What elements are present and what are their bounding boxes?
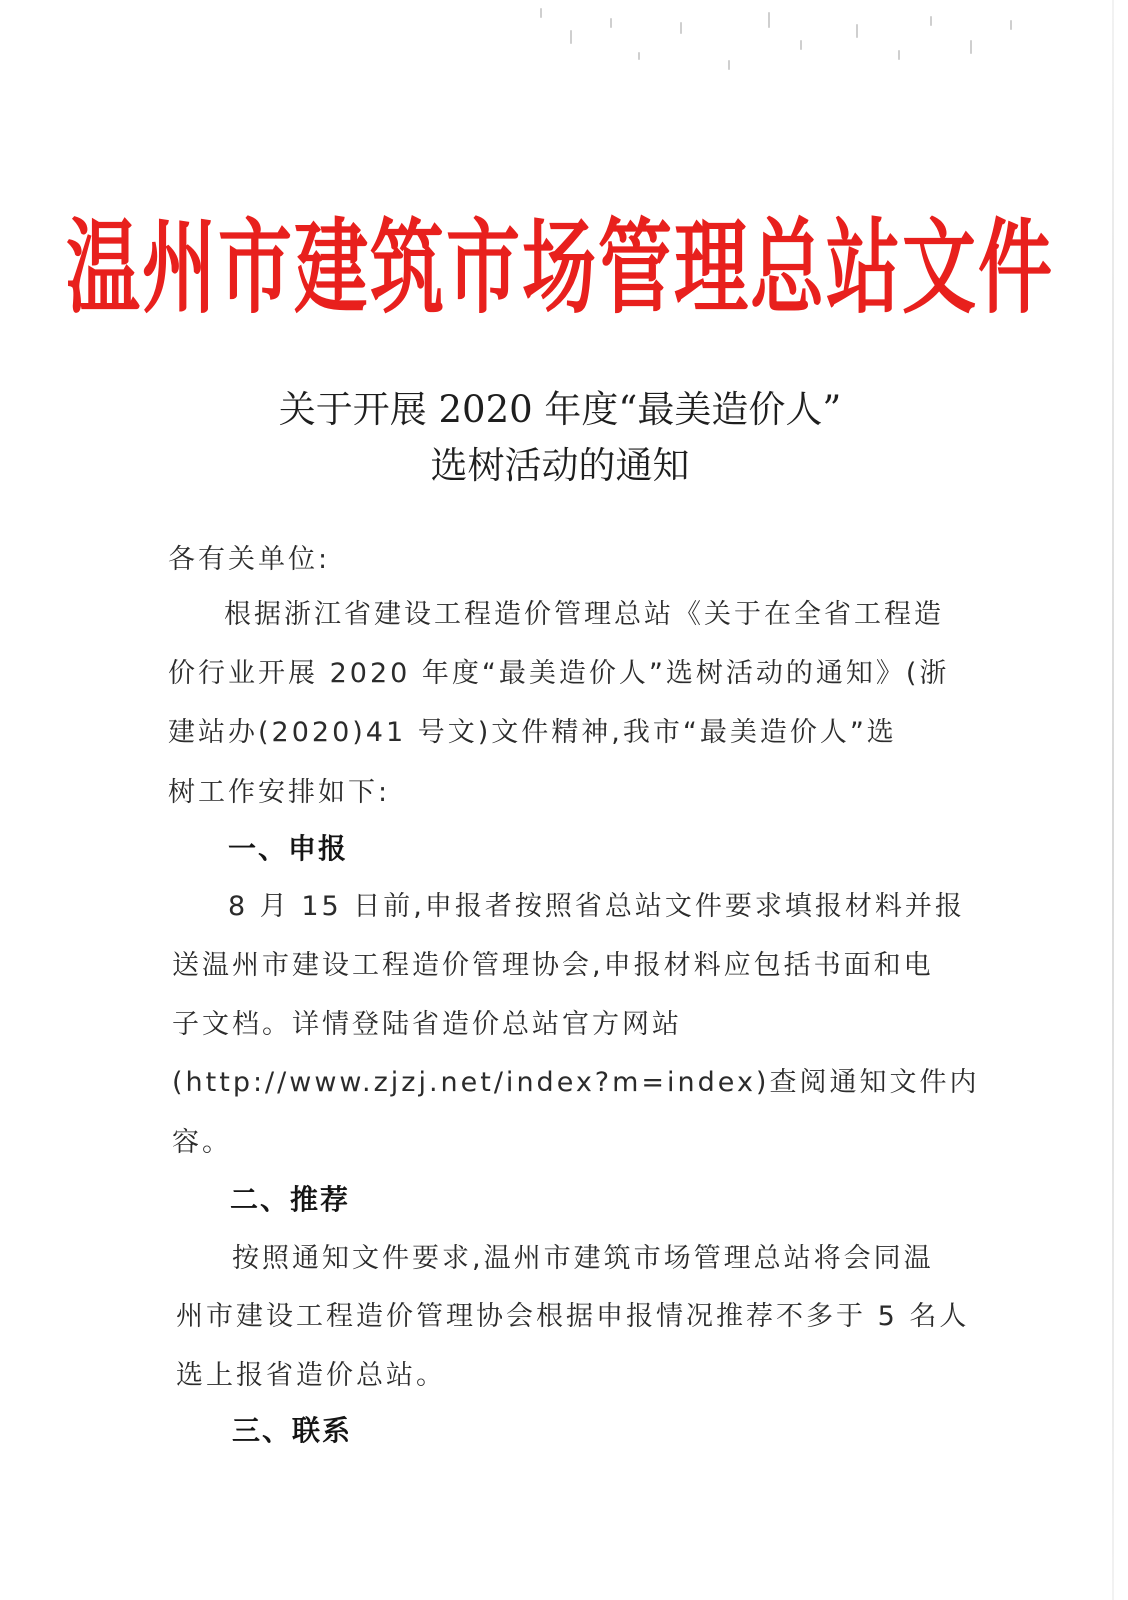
section2-line: 州市建设工程造价管理协会根据申报情况推荐不多于 5 名人 [176,1301,970,1332]
scan-edge [1112,0,1114,1600]
title-line-1: 关于开展 2020 年度“最美造价人” [278,388,842,431]
section1-line: 送温州市建设工程造价管理协会,申报材料应包括书面和电 [172,950,934,981]
section1-line: 子文档。详情登陆省造价总站官方网站 [172,1009,682,1040]
intro-line: 树工作安排如下: [168,777,391,808]
document-header: 温州市建筑市场管理总站文件 [66,208,1054,328]
section2-line: 选上报省造价总站。 [176,1360,446,1391]
intro-line: 价行业开展 2020 年度“最美造价人”选树活动的通知》(浙 [168,658,950,689]
section1-heading: 一、申报 [228,832,349,865]
document-body [168,0,980,1600]
section1-line: 8 月 15 日前,申报者按照省总站文件要求填报材料并报 [228,891,965,922]
section2-line: 按照通知文件要求,温州市建筑市场管理总站将会同温 [232,1243,934,1274]
intro-line: 根据浙江省建设工程造价管理总站《关于在全省工程造 [224,599,944,630]
intro-line: 建站办(2020)41 号文)文件精神,我市“最美造价人”选 [168,717,897,748]
salutation: 各有关单位: [168,544,331,575]
section3-heading: 三、联系 [232,1414,353,1447]
title-line-2: 选树活动的通知 [430,444,690,487]
section2-heading: 二、推荐 [230,1183,351,1216]
section1-line: (http://www.zjzj.net/index?m=index)查阅通知文件内 [172,1067,980,1098]
section1-line: 容。 [172,1127,232,1158]
